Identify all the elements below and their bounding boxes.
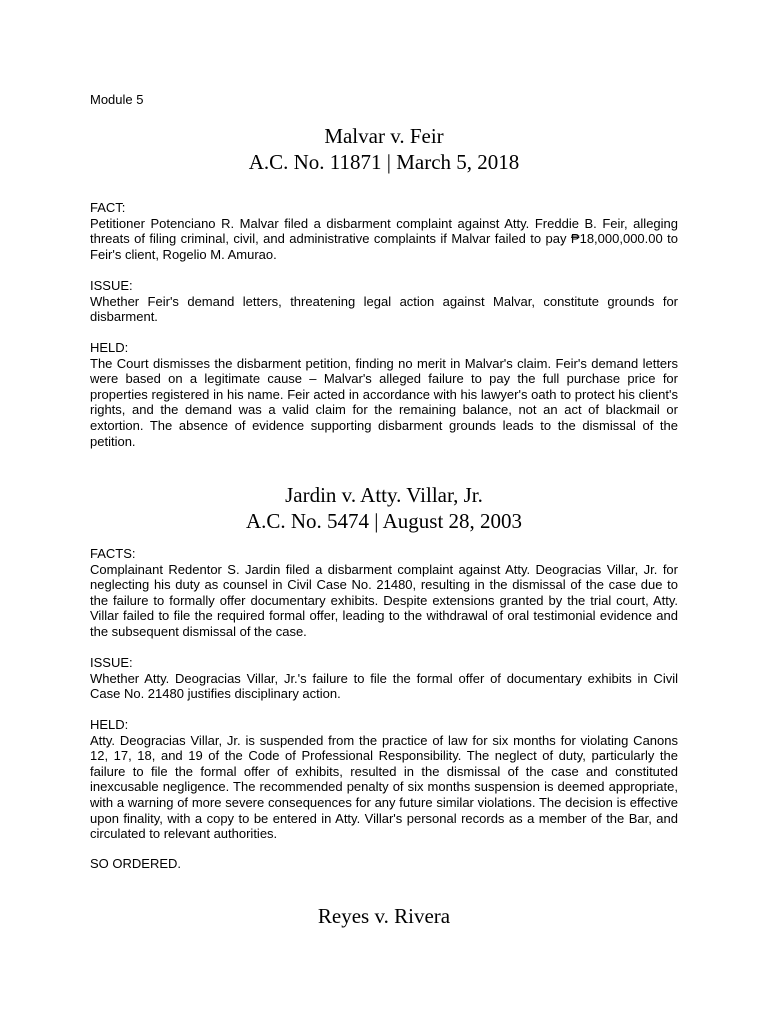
case-3-title: Reyes v. Rivera (317, 904, 451, 928)
case-2-closing (90, 856, 678, 872)
case-1-citation: A.C. No. 11871 | March 5, 2018 (248, 150, 520, 174)
case-1-title: Malvar v. Feir (324, 124, 444, 148)
case-1-held (90, 340, 678, 449)
module-label: Module 5 (90, 92, 144, 107)
facts-label: FACTS: (90, 546, 136, 561)
held-text: The Court dismisses the disbarment petition, finding no merit in Malvar's claim. Feir's demand letters were based on a legitimate cause – Malvar's alleged failure to pay the full purchase price for properties registered in his name. Feir acted in accordance with his lawyer's oath to protect his client's rights, and the demand was a valid claim for the remaining balance, not an act of blackmail or extortion. The absence of evidence supporting disbarment grounds leads to the dismissal of the petition. (90, 355, 678, 449)
held-label: HELD: (90, 717, 129, 732)
issue-label: ISSUE: (90, 655, 133, 670)
issue-text: Whether Feir's demand letters, threatening legal action against Malvar, constitute grounds for disbarment. (90, 293, 678, 325)
case-2-citation: A.C. No. 5474 | August 28, 2003 (245, 509, 523, 533)
issue-text: Whether Atty. Deogracias Villar, Jr.'s failure to file the formal offer of documentary exhibits in Civil Case No. 21480 justifies disciplinary action. (90, 670, 678, 702)
case-2-title: Jardin v. Atty. Villar, Jr. (285, 483, 483, 507)
case-1-facts (90, 200, 678, 262)
held-label: HELD: (90, 340, 129, 355)
facts-text: Petitioner Potenciano R. Malvar filed a disbarment complaint against Atty. Freddie B. Feir, alleging threats of filing criminal, civil, and administrative complaints if Malvar failed to pay ₱18,000,000.00 to Feir's client, Rogelio M. Amurao. (90, 215, 678, 262)
issue-label: ISSUE: (90, 278, 133, 293)
facts-text: Complainant Redentor S. Jardin filed a disbarment complaint against Atty. Deogracias Villar, Jr. for neglecting his duty as counsel in Civil Case No. 21480, resulting in the dismissal of the case due to the failure to formally offer documentary exhibits. Despite extensions granted by the trial court, Atty. Villar failed to file the required formal offer, leading to the withdrawal of oral testimonial evidence and the subsequent dismissal of the case. (90, 561, 678, 639)
closing-text: SO ORDERED. (90, 856, 182, 871)
case-1-issue (90, 278, 678, 325)
case-2-held (90, 717, 678, 842)
case-2-facts (90, 546, 678, 640)
held-text: Atty. Deogracias Villar, Jr. is suspended from the practice of law for six months for violating Canons 12, 17, 18, and 19 of the Code of Professional Responsibility. The neglect of duty, particularly the failure to file the formal offer of exhibits, resulted in the dismissal of the case and constituted inexcusable negligence. The recommended penalty of six months suspension is deemed appropriate, with a warning of more severe consequences for any future similar violations. The decision is effective upon finality, with a copy to be entered in Atty. Villar's personal records as a member of the Bar, and circulated to relevant authorities. (90, 732, 678, 842)
case-2-issue (90, 655, 678, 702)
facts-label: FACT: (90, 200, 126, 215)
